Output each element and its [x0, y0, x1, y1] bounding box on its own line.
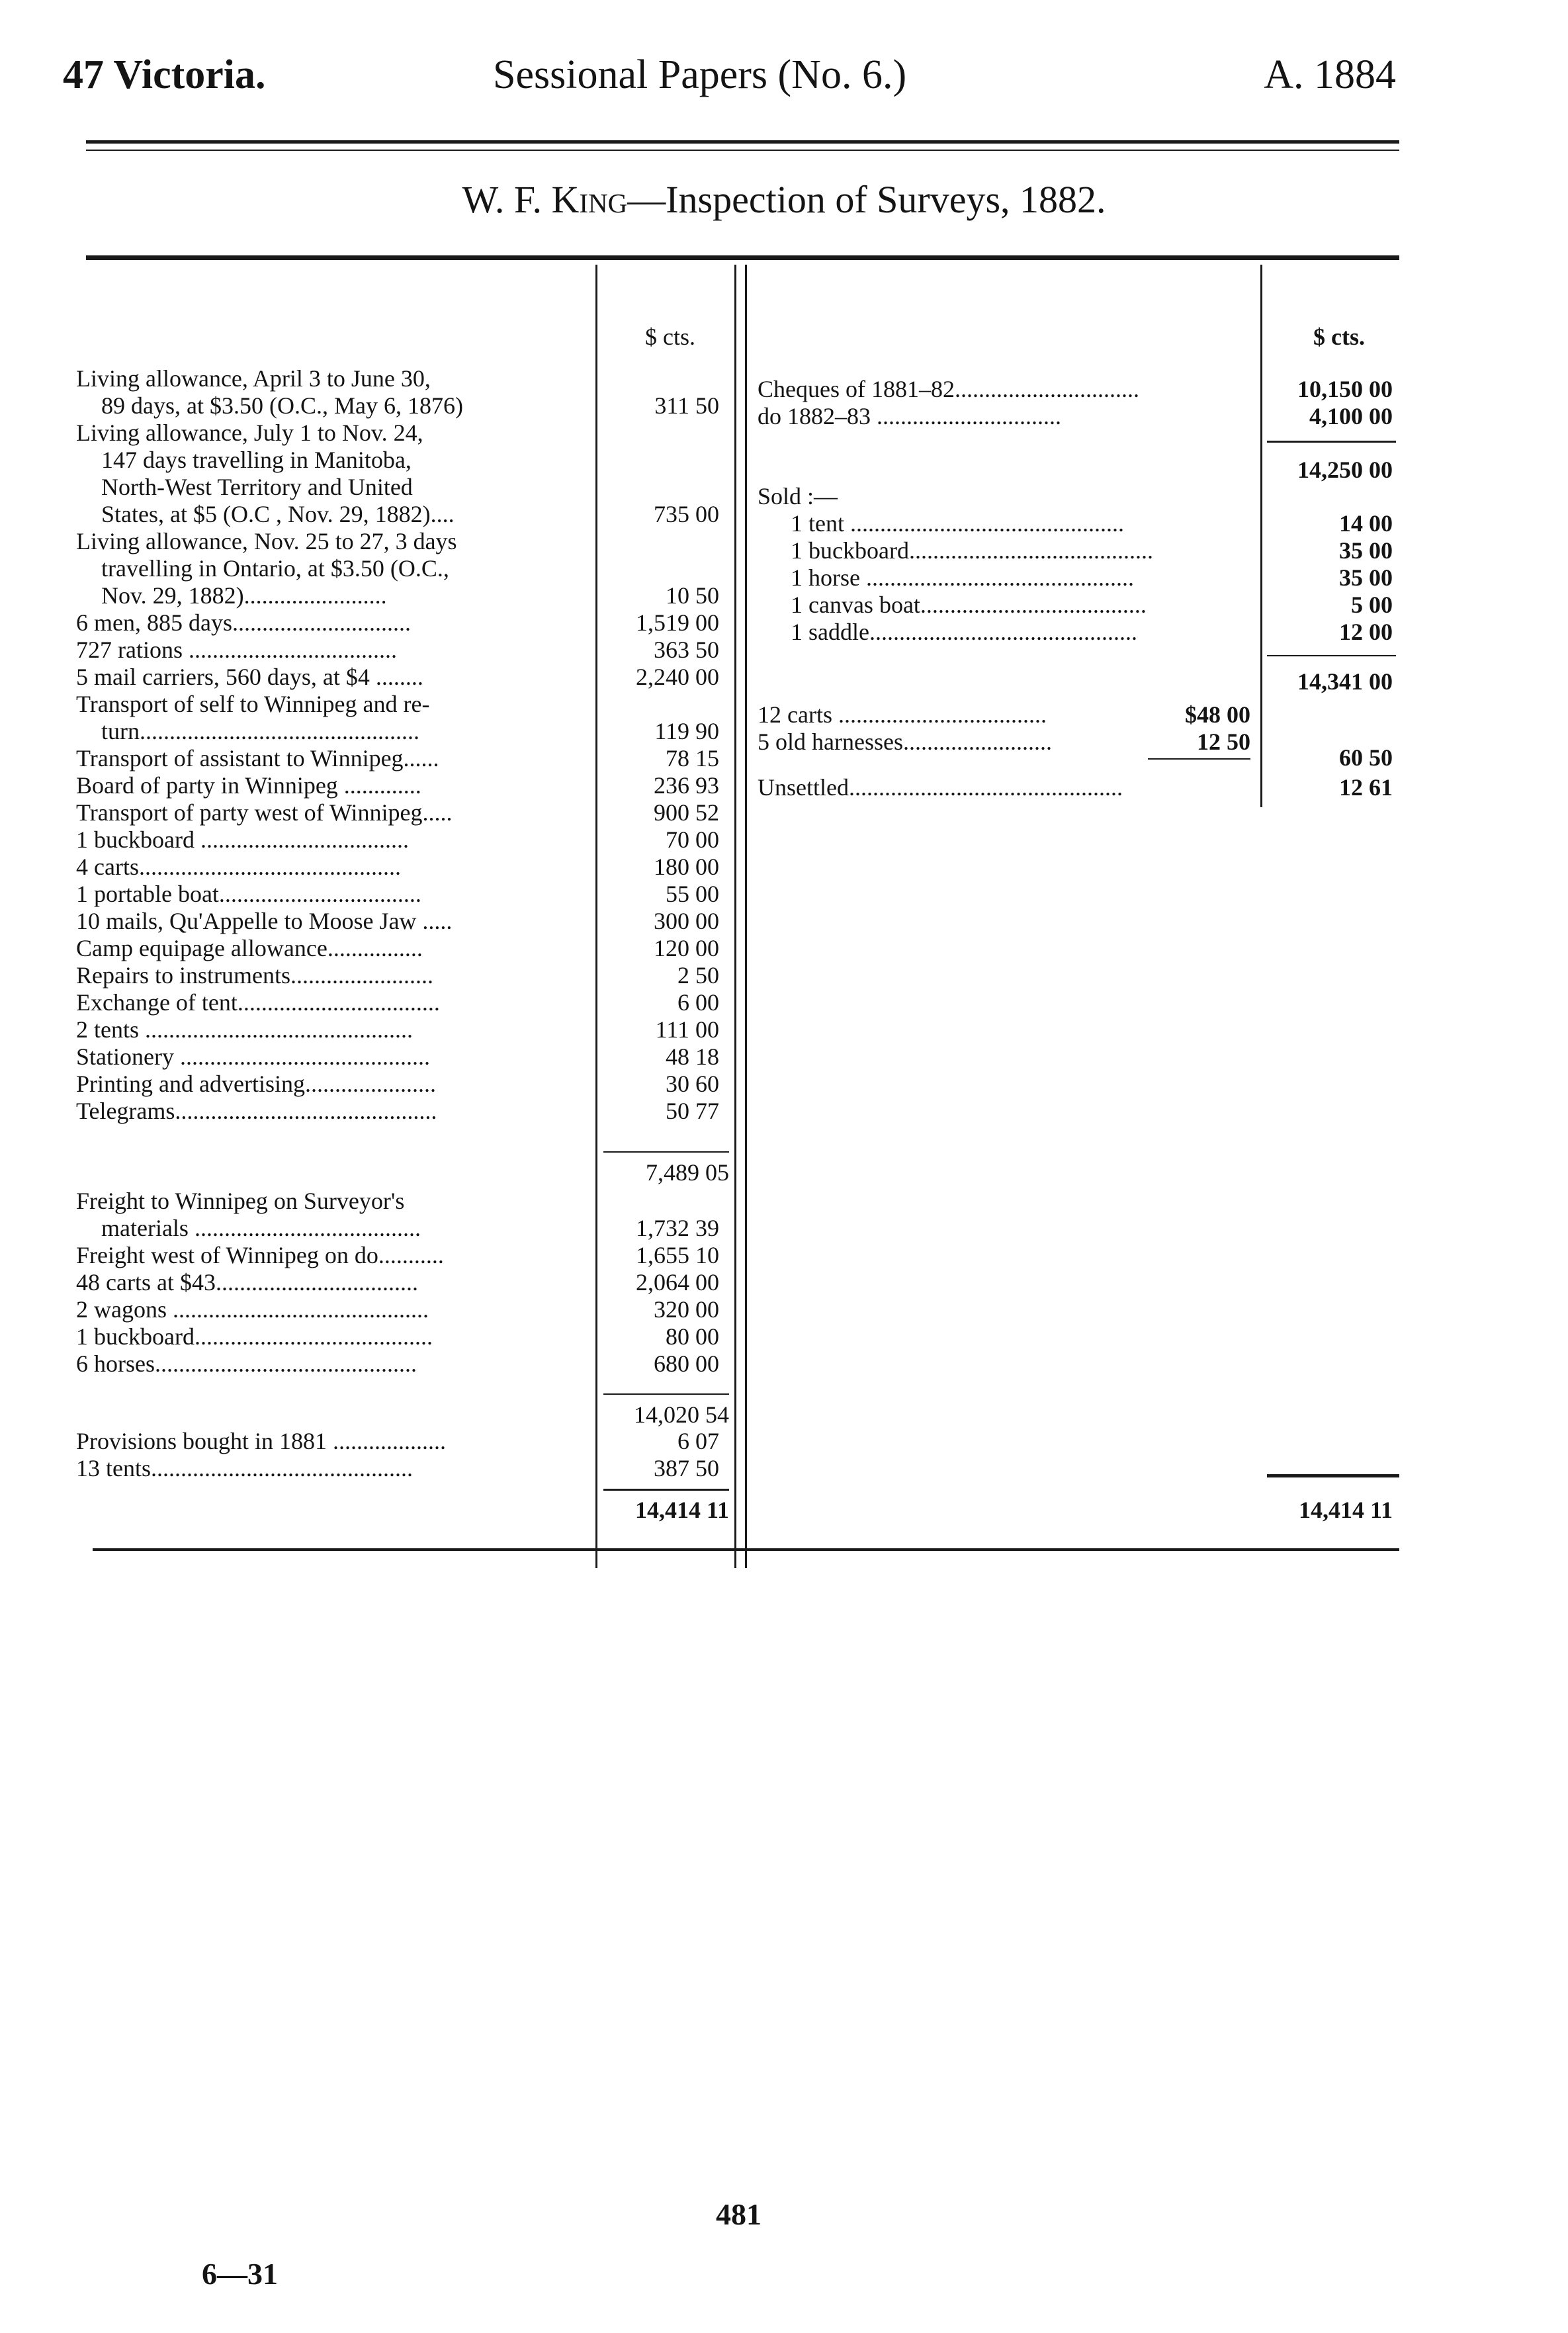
expense-item-label-line: Transport of party west of Winnipeg..... [76, 799, 453, 826]
right-total: 14,414 11 [1298, 1497, 1393, 1523]
expense-item-label-line: travelling in Ontario, at $3.50 (O.C., [101, 555, 449, 582]
expense-item-label-line: 147 days travelling in Manitoba, [101, 447, 412, 473]
expense-item-label [76, 799, 589, 826]
expense-item-label-line: Stationery .......................................... [76, 1043, 430, 1070]
provisions-item-amount: 387 50 [654, 1455, 719, 1481]
provisions-item-label-line: Provisions bought in 1881 ................... [76, 1428, 447, 1454]
freight-item-amount: 2,064 00 [636, 1269, 719, 1296]
freight-item-label [76, 1269, 589, 1296]
expense-item-amount: 78 15 [666, 745, 719, 771]
expense-item-label [76, 1043, 589, 1071]
currency-heading-right: $ cts. [1313, 324, 1365, 350]
currency-heading-left: $ cts. [645, 324, 695, 350]
expense-item-label [76, 609, 589, 637]
sold-item-label: 1 canvas boat...................................... [791, 592, 1147, 618]
expense-item-amount: 2 50 [677, 962, 719, 989]
left-subtotal-1: 7,489 05 [646, 1159, 729, 1186]
title-prefix: W. F. [462, 178, 552, 221]
left-total: 14,414 11 [634, 1497, 729, 1523]
carts-inner-rule [1148, 758, 1250, 760]
expense-item-label [76, 854, 589, 881]
expense-item-label-line: Living allowance, Nov. 25 to 27, 3 days [76, 528, 457, 554]
freight-item-label [76, 1323, 589, 1350]
signature-mark: 6—31 [202, 2257, 278, 2291]
expense-item-label-line: 10 mails, Qu'Appelle to Moose Jaw ..... [76, 908, 453, 934]
expense-item-label [76, 935, 589, 962]
freight-item-label-line: 48 carts at $43.................................. [76, 1269, 418, 1296]
expense-item-amount: 311 50 [654, 392, 719, 419]
expense-item-amount: 50 77 [666, 1098, 719, 1124]
right-subtotal-rule-2 [1267, 655, 1396, 656]
expense-item-label-line: 2 tents ............................................. [76, 1016, 413, 1043]
sold-item-label: 1 tent .............................................. [791, 510, 1124, 537]
expense-item-label [76, 528, 589, 609]
unsettled-label: Unsettled.............................................. [758, 774, 1123, 801]
provisions-item-label-line: 13 tents............................................ [76, 1455, 413, 1481]
expense-item-label-line: Printing and advertising...................... [76, 1071, 436, 1097]
expense-item-amount: 236 93 [654, 772, 719, 799]
provisions-item-label [76, 1455, 589, 1482]
title-rule [86, 255, 1399, 260]
cart-item-label: 12 carts ................................... [758, 701, 1047, 728]
page-title [0, 177, 1568, 222]
expense-item-amount: 180 00 [654, 854, 719, 880]
expense-item-label [76, 1098, 589, 1125]
expense-item-amount: 900 52 [654, 799, 719, 826]
expense-item-label-line: Transport of self to Winnipeg and re- [76, 691, 430, 717]
sold-item-amount: 35 00 [1339, 537, 1393, 564]
sold-item-amount: 5 00 [1351, 592, 1393, 618]
left-subtotal-rule-1 [603, 1151, 729, 1153]
sold-item-label: 1 horse ............................................. [791, 564, 1134, 591]
expense-item-label [76, 664, 589, 691]
expense-item-label-line: Repairs to instruments........................ [76, 962, 433, 989]
expense-item-amount: 6 00 [677, 989, 719, 1016]
freight-item-label-line: 1 buckboard........................................ [76, 1323, 433, 1350]
expense-item-label [76, 908, 589, 935]
expense-item-amount: 735 00 [654, 501, 719, 527]
cheque-item-amount: 10,150 00 [1297, 376, 1393, 402]
sold-item-amount: 14 00 [1339, 510, 1393, 537]
col-divider-left-label [595, 265, 597, 1568]
col-divider-center-1 [745, 265, 747, 1568]
running-header [63, 52, 1396, 124]
expense-item-label-line: Board of party in Winnipeg ............. [76, 772, 421, 799]
cheque-item-label: Cheques of 1881–82............................... [758, 376, 1139, 402]
expense-item-label-line: States, at $5 (O.C , Nov. 29, 1882).... [101, 501, 455, 527]
sold-heading: Sold :— [758, 483, 838, 509]
table-bottom-rule [93, 1548, 1399, 1551]
freight-item-label-line: 2 wagons ........................................... [76, 1296, 429, 1323]
expense-item-amount: 300 00 [654, 908, 719, 934]
sold-item-label: 1 buckboard......................................... [791, 537, 1153, 564]
header-year: A. 1884 [1264, 52, 1396, 97]
cheque-item-label: do 1882–83 ............................... [758, 403, 1061, 429]
expense-item-label [76, 772, 589, 799]
freight-item-label-line: 6 horses............................................ [76, 1350, 417, 1377]
cart-item-amount: 12 50 [1197, 728, 1250, 755]
expense-item-label-line: Living allowance, April 3 to June 30, [76, 365, 431, 392]
expense-item-amount: 363 50 [654, 637, 719, 663]
expense-item-amount: 119 90 [654, 718, 719, 744]
expense-item-label [76, 637, 589, 664]
carts-total: 60 50 [1339, 744, 1393, 771]
expense-item-label [76, 989, 589, 1016]
expense-item-label [76, 419, 589, 528]
header-rule-top [86, 140, 1399, 144]
expense-item-amount: 2,240 00 [636, 664, 719, 690]
expense-item-label [76, 745, 589, 772]
expense-item-label-line: Exchange of tent.................................. [76, 989, 440, 1016]
expense-item-label-line: Nov. 29, 1882)........................ [101, 582, 387, 609]
sold-item-amount: 35 00 [1339, 564, 1393, 591]
expense-item-label-line: turn............................................... [101, 718, 419, 744]
cheque-item-amount: 4,100 00 [1309, 403, 1393, 429]
expense-item-amount: 111 00 [655, 1016, 719, 1043]
freight-item-label-line: Freight to Winnipeg on Surveyor's [76, 1188, 405, 1214]
expense-item-label-line: 6 men, 885 days.............................. [76, 609, 411, 636]
freight-item-amount: 80 00 [666, 1323, 719, 1350]
expense-item-label [76, 365, 589, 419]
provisions-item-label [76, 1428, 589, 1455]
unsettled-amount: 12 61 [1339, 774, 1393, 801]
right-total-rule [1267, 1474, 1399, 1477]
col-divider-left-amount [734, 265, 736, 1568]
cart-item-amount: $48 00 [1185, 701, 1250, 728]
expense-item-amount: 10 50 [666, 582, 719, 609]
right-subtotal-rule-1 [1267, 441, 1396, 443]
freight-item-label [76, 1296, 589, 1323]
expense-item-label-line: Living allowance, July 1 to Nov. 24, [76, 419, 423, 446]
page-number: 481 [716, 2197, 762, 2231]
expense-item-label-line: 4 carts............................................ [76, 854, 401, 880]
title-name: King [551, 178, 628, 221]
freight-item-label-line: materials ...................................... [101, 1215, 421, 1241]
expense-item-amount: 30 60 [666, 1071, 719, 1097]
sold-item-label: 1 saddle............................................. [791, 619, 1137, 645]
freight-item-amount: 680 00 [654, 1350, 719, 1377]
header-series: Sessional Papers (No. 6.) [493, 52, 907, 97]
expense-item-label [76, 881, 589, 908]
freight-item-label [76, 1242, 589, 1269]
expense-item-amount: 1,519 00 [636, 609, 719, 636]
freight-item-label [76, 1350, 589, 1378]
expense-item-label-line: 1 buckboard ................................... [76, 826, 409, 853]
expense-item-label [76, 691, 589, 745]
freight-item-amount: 320 00 [654, 1296, 719, 1323]
expense-item-label-line: 727 rations ................................... [76, 637, 397, 663]
expense-item-label [76, 826, 589, 854]
expense-item-label [76, 1016, 589, 1043]
left-total-rule [603, 1489, 729, 1491]
provisions-item-amount: 6 07 [677, 1428, 719, 1454]
expense-item-amount: 70 00 [666, 826, 719, 853]
left-subtotal-2: 14,020 54 [634, 1401, 729, 1428]
expense-item-amount: 48 18 [666, 1043, 719, 1070]
expense-item-amount: 55 00 [666, 881, 719, 907]
expense-item-amount: 120 00 [654, 935, 719, 961]
right-subtotal-2: 14,341 00 [1297, 668, 1393, 695]
expense-item-label-line: Camp equipage allowance................ [76, 935, 423, 961]
sold-item-amount: 12 00 [1339, 619, 1393, 645]
header-rule-bottom [86, 150, 1399, 151]
freight-item-amount: 1,732 39 [636, 1215, 719, 1241]
expense-item-label-line: Telegrams............................................ [76, 1098, 437, 1124]
freight-item-amount: 1,655 10 [636, 1242, 719, 1268]
expense-item-label-line: 5 mail carriers, 560 days, at $4 ........ [76, 664, 423, 690]
expense-item-label-line: Transport of assistant to Winnipeg...... [76, 745, 439, 771]
expense-item-label [76, 962, 589, 989]
freight-item-label-line: Freight west of Winnipeg on do........... [76, 1242, 444, 1268]
header-volume: 47 Victoria. [63, 52, 266, 97]
freight-item-label [76, 1188, 589, 1242]
cart-item-label: 5 old harnesses......................... [758, 728, 1052, 755]
left-subtotal-rule-2 [603, 1393, 729, 1395]
expense-item-label-line: North-West Territory and United [101, 474, 413, 500]
right-subtotal-1: 14,250 00 [1297, 457, 1393, 483]
expense-item-label [76, 1071, 589, 1098]
expense-item-label-line: 1 portable boat.................................. [76, 881, 421, 907]
expense-item-label-line: 89 days, at $3.50 (O.C., May 6, 1876) [101, 392, 463, 419]
title-suffix: —Inspection of Surveys, 1882. [627, 178, 1106, 221]
